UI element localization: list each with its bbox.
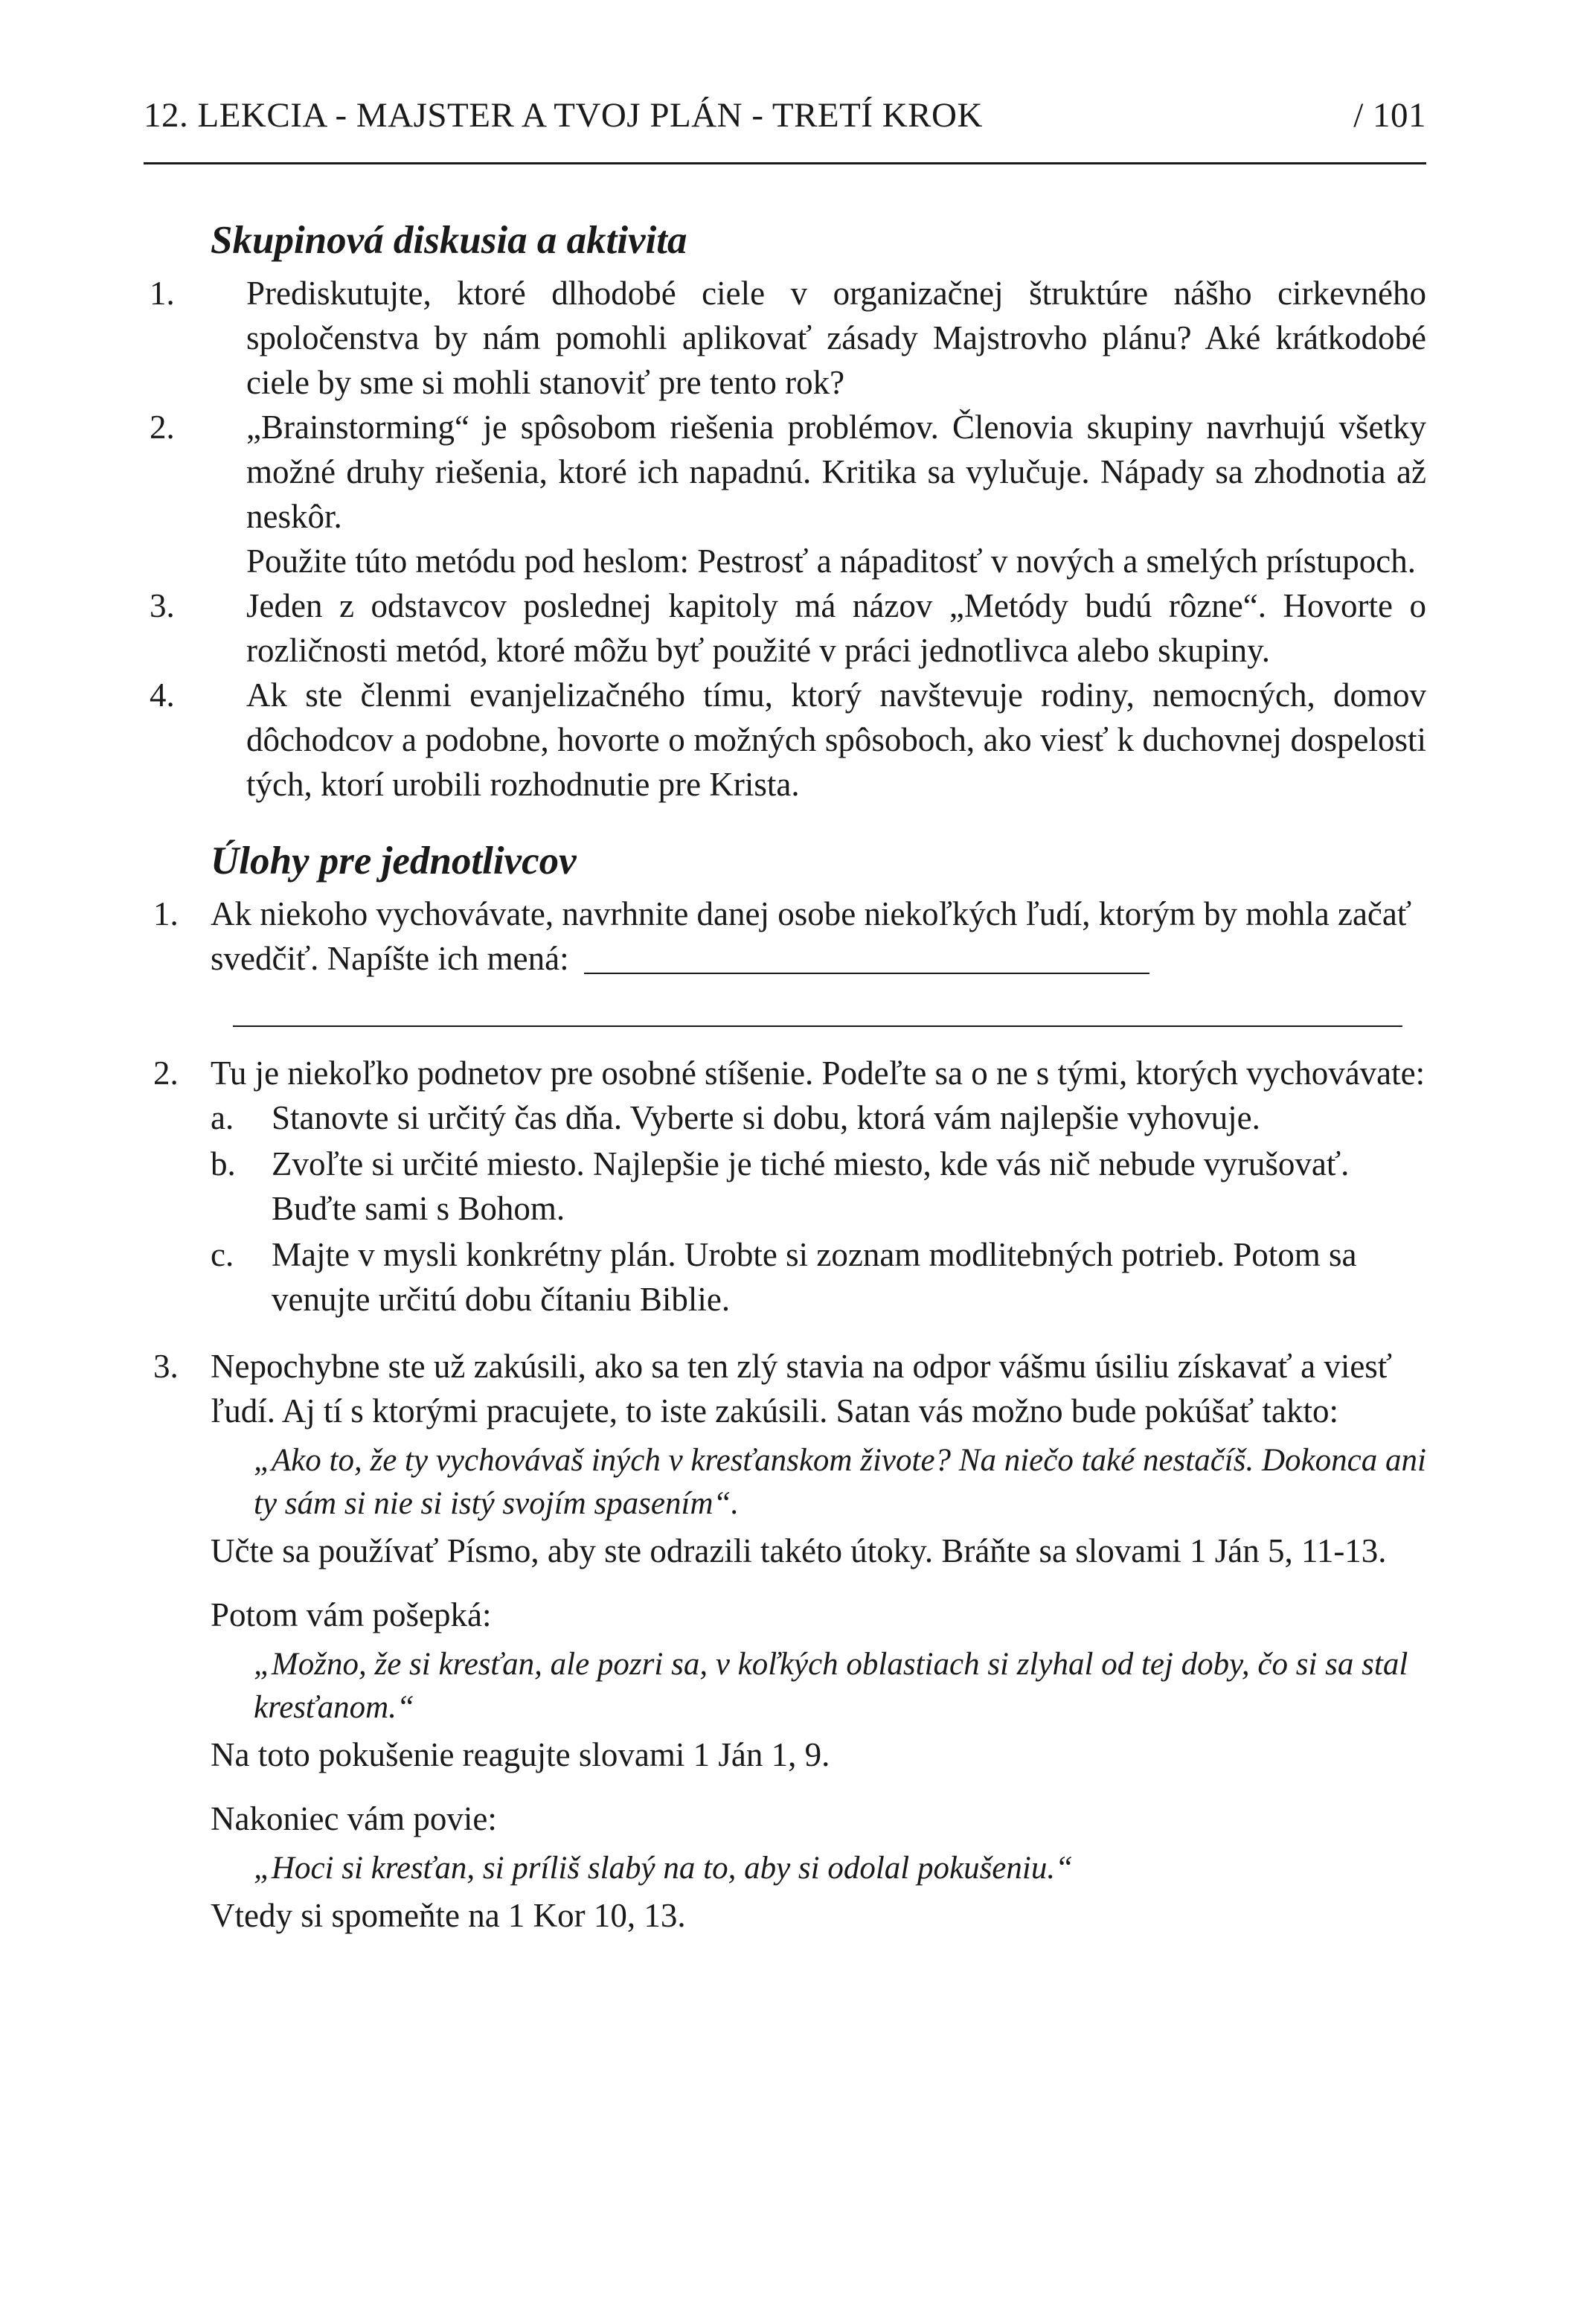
sub-item-text: Stanovte si určitý čas dňa. Vyberte si dobu, ktorá vám najlepšie vyhovuje. bbox=[272, 1099, 1260, 1136]
temptation-quote-1: „Ako to, že ty vychovávaš iných v kresťanskom živote? Na niečo také nestačíš. Dokonca ani ty sám si nie si istý svojím spasením“. bbox=[254, 1443, 1426, 1521]
names-write-line-full[interactable] bbox=[233, 1025, 1402, 1028]
task-item-1 bbox=[144, 891, 1426, 1028]
item-number: 3. bbox=[150, 587, 175, 624]
item-number: 2. bbox=[153, 1054, 179, 1092]
sub-item-letter: a. bbox=[211, 1099, 234, 1136]
lead-text-3: Nakoniec vám povie: bbox=[211, 1800, 497, 1837]
item-text: Ak ste členmi evanjelizačného tímu, ktorý navštevuje rodiny, nemocných, domov dôchodcov a podobne, hovorte o možných spôsoboch, ako viesť k duchovnej dospelosti tých, ktorí urobili rozhodnutie pre Krista. bbox=[246, 676, 1426, 803]
section-heading-group-discussion: Skupinová diskusia a aktivita bbox=[211, 219, 687, 262]
item-number: 2. bbox=[150, 409, 175, 446]
task-text bbox=[211, 891, 1426, 981]
task-item-2 bbox=[144, 1051, 1426, 1322]
response-text-1: Učte sa používať Písmo, aby ste odrazili takéto útoky. Bráňte sa slovami 1 Ján 5, 11-13. bbox=[211, 1532, 1387, 1569]
sub-item-letter: b. bbox=[211, 1145, 236, 1182]
sub-item-text: Zvoľte si určité miesto. Najlepšie je tiché miesto, kde vás nič nebude vyrušovať. Buďte sami s Bohom. bbox=[272, 1145, 1350, 1227]
task-text: Nepochybne ste už zakúsili, ako sa ten zlý stavia na odpor vášmu úsiliu získavať a viesť ľudí. Aj tí s ktorými pracujete, to iste zakúsili. Satan vás možno bude pokúšať takto: bbox=[211, 1348, 1393, 1430]
lead-text-2: Potom vám pošepká: bbox=[211, 1596, 492, 1633]
task-text-body: Ak niekoho vychovávate, navrhnite danej osobe niekoľkých ľudí, ktorým by mohla začať svedčiť. Napíšte ich mená: bbox=[211, 895, 1412, 977]
temptation-quote-2: „Možno, že si kresťan, ale pozri sa, v koľkých oblastiach si zlyhal od tej doby, čo si sa stal kresťanom.“ bbox=[254, 1647, 1408, 1725]
discussion-list bbox=[144, 271, 1426, 807]
section-heading-individual-tasks: Úlohy pre jednotlivcov bbox=[211, 839, 577, 883]
sub-item-letter: c. bbox=[211, 1236, 234, 1273]
response-text-3: Vtedy si spomeňte na 1 Kor 10, 13. bbox=[211, 1897, 686, 1934]
page-number: / 101 bbox=[1353, 96, 1426, 135]
item-text: Prediskutujte, ktoré dlhodobé ciele v organizačnej štruktúre nášho cirkevného spoločenstva by nám pomohli aplikovať zásady Majstrovho plánu? Aké krátkodobé ciele by sme si mohli stanoviť pre tento rok? bbox=[246, 275, 1426, 401]
item-text: „Brainstorming“ je spôsobom riešenia problémov. Členovia skupiny navrhujú všetky možné druhy riešenia, ktoré ich napadnú. Kritika sa vylučuje. Nápady sa zhodnotia až neskôr. bbox=[246, 409, 1426, 535]
task-list bbox=[144, 891, 1426, 1938]
sub-list-item bbox=[211, 1095, 1426, 1140]
item-text-continued: Použite túto metódu pod heslom: Pestrosť a nápaditosť v nových a smelých prístupoch. bbox=[246, 542, 1416, 580]
sub-list-item bbox=[211, 1232, 1426, 1322]
header-title: 12. LEKCIA - MAJSTER A TVOJ PLÁN - TRETÍ KROK bbox=[144, 96, 983, 135]
sub-item-text: Majte v mysli konkrétny plán. Urobte si zoznam modlitebných potrieb. Potom sa venujte určitú dobu čítaniu Biblie. bbox=[272, 1236, 1357, 1318]
sub-list bbox=[211, 1095, 1426, 1322]
item-number: 1. bbox=[150, 275, 175, 312]
list-item bbox=[144, 271, 1426, 405]
running-header bbox=[144, 95, 1426, 135]
response-text-2: Na toto pokušenie reagujte slovami 1 Ján 1, 9. bbox=[211, 1736, 830, 1773]
item-text: Jeden z odstavcov poslednej kapitoly má názov „Metódy budú rôzne“. Hovorte o rozličnosti metód, ktoré môžu byť použité v práci jednotlivca alebo skupiny. bbox=[246, 587, 1426, 669]
task-item-3 bbox=[144, 1344, 1426, 1938]
item-number: 4. bbox=[150, 676, 175, 714]
task-text: Tu je niekoľko podnetov pre osobné stíšenie. Podeľte sa o ne s tými, ktorých vychovávate: bbox=[211, 1054, 1426, 1092]
item-number: 3. bbox=[153, 1348, 179, 1385]
names-write-line[interactable] bbox=[584, 971, 1149, 974]
header-divider bbox=[144, 162, 1426, 164]
list-item bbox=[144, 673, 1426, 807]
sub-list-item bbox=[211, 1142, 1426, 1231]
main-content bbox=[144, 214, 1426, 1938]
list-item bbox=[144, 583, 1426, 673]
temptation-quote-3: „Hoci si kresťan, si príliš slabý na to, aby si odolal pokušeniu.“ bbox=[254, 1851, 1073, 1886]
list-item bbox=[144, 405, 1426, 583]
item-number: 1. bbox=[153, 895, 179, 932]
